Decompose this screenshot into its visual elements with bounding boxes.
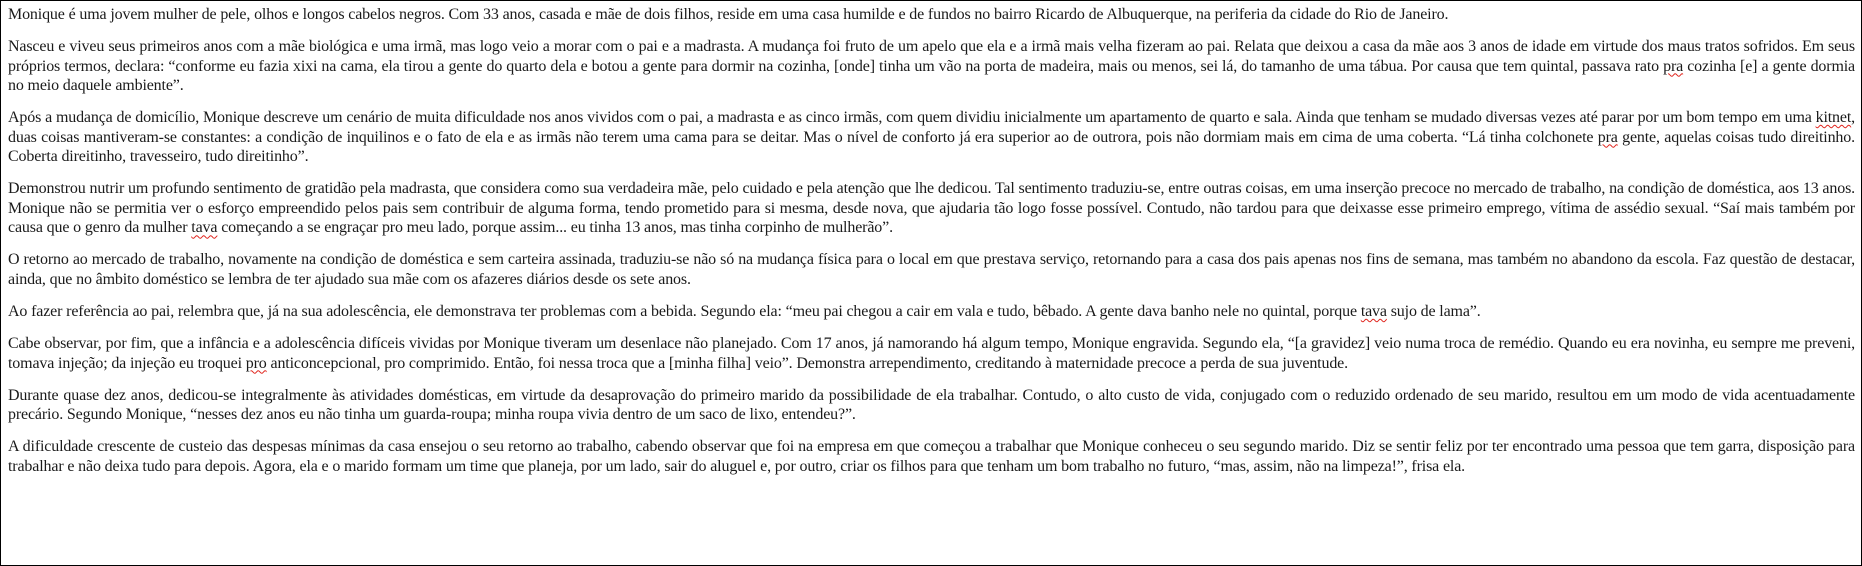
text-run: Cabe observar, por fim, que a infância e a adolescência difíceis vividas por Monique tiveram um desenlace não planejado. Com 17 anos, já namorando há algum tempo, Monique engravida. Segundo ela, “[a gravidez] veio numa troca de remédio. Quando eu era novinha, eu sempre me preveni, tomava injeção; da injeção eu troquei (8, 335, 1855, 372)
text-run: cozinha [e] a gente dormia no meio daquele ambiente”. (8, 57, 1856, 95)
text-run: começando a se engraçar pro meu lado, porque assim... eu tinha 13 anos, mas tinha corpinho de mulherão”. (217, 219, 893, 237)
misspelled-word[interactable]: tava (191, 219, 218, 237)
misspelled-word[interactable]: pra (1663, 57, 1684, 75)
paragraph-9 (8, 437, 1855, 476)
paragraph-2 (8, 37, 1855, 96)
paragraph-8 (8, 386, 1855, 425)
paragraph-5 (8, 250, 1855, 289)
misspelled-word[interactable]: pra (1597, 128, 1618, 146)
paragraph-1 (8, 5, 1855, 25)
text-run: O retorno ao mercado de trabalho, novamente na condição de doméstica e sem carteira assinada, traduziu-se não só na mudança física para o local em que prestava serviço, retornando para a casa dos pais apenas nos fins de semana, mas também no abandono da escola. Faz questão de destacar, ainda, que no âmbito doméstico se lembra de ter ajudado sua mãe com os afazeres diários desde os sete anos. (8, 251, 1855, 288)
misspelled-word[interactable]: tava (1360, 302, 1387, 320)
text-run: Monique é uma jovem mulher de pele, olhos e longos cabelos negros. Com 33 anos, casada e mãe de dois filhos, reside em uma casa humilde e de fundos no bairro Ricardo de Albuquerque, na periferia da cidade do Rio de Janeiro. (8, 6, 1449, 23)
paragraph-4 (8, 179, 1855, 238)
text-run: sujo de lama”. (1386, 302, 1481, 320)
text-run: Ao fazer referência ao pai, relembra que, já na sua adolescência, ele demonstrava ter problemas com a bebida. Segundo ela: “meu pai chegou a cair em vala e tudo, bêbado. A gente dava banho nele no quintal, porque (8, 302, 1361, 320)
document-body[interactable] (8, 5, 1855, 476)
paragraph-6 (8, 302, 1855, 322)
text-run: , duas coisas mantiveram-se constantes: a condição de inquilinos e o fato de ela e as irmãs não terem uma cama para se deitar. Mas o nível de conforto já era superior ao de outrora, pois não dormiam mais em cima de uma coberta. “Lá tinha colchonete (8, 109, 1855, 146)
misspelled-word[interactable]: pro (245, 354, 267, 372)
text-run: Demonstrou nutrir um profundo sentimento de gratidão pela madrasta, que considera como sua verdadeira mãe, pelo cuidado e pela atenção que lhe dedicou. Tal sentimento traduziu-se, entre outras coisas, em uma inserção precoce no mercado de trabalho, na condição de doméstica, aos 13 anos. Monique não se permitia ver o esforço empreendido pelos pais sem contribuir de alguma forma, tendo prometido para si mesma, desde nova, que ajudaria tão logo fosse possível. Contudo, não tardou para que deixasse esse primeiro emprego, vítima de assédio sexual. “Saí mais também por causa que o genro da mulher (8, 180, 1855, 237)
paragraph-3 (8, 108, 1855, 167)
paragraph-7 (8, 334, 1855, 373)
text-run: Após a mudança de domicílio, Monique descreve um cenário de muita dificuldade nos anos vividos com o pai, a madrasta e as cinco irmãs, com quem dividiu inicialmente um apartamento de quarto e sala. Ainda que tenham se mudado diversas vezes até parar por um bom tempo em uma (8, 109, 1816, 127)
text-run: Nasceu e viveu seus primeiros anos com a mãe biológica e uma irmã, mas logo veio a morar com o pai e a madrasta. A mudança foi fruto de um apelo que ela e a irmã mais velha fizeram ao pai. Relata que deixou a casa da mãe aos 3 anos de idade em virtude dos maus tratos sofridos. Em seus próprios termos, declara: “conforme eu fazia xixi na cama, ela tirou a gente do quarto dela e botou a gente para dormir na cozinha, [onde] tinha um vão na porta de madeira, mais ou menos, sei lá, do tamanho de uma tábua. Por causa que tem quintal, passava rato (8, 38, 1855, 75)
text-run: anticoncepcional, pro comprimido. Então, foi nessa troca que a [minha filha] veio”. Demonstra arrependimento, creditando à maternidade precoce a perda de sua juventude. (266, 354, 1348, 372)
text-run: gente, aquelas coisas tudo direitinho. Coberta direitinho, travesseiro, tudo direitinho”. (8, 128, 1855, 166)
misspelled-word[interactable]: kitnet (1815, 109, 1852, 127)
text-run: Durante quase dez anos, dedicou-se integralmente às atividades domésticas, em virtude da desaprovação do primeiro marido da possibilidade de ela trabalhar. Contudo, o alto custo de vida, conjugado com o reduzido ordenado de seu marido, resultou em um modo de vida acentuadamente precário. Segundo Monique, “nesses dez anos eu não tinha um guarda-roupa; minha roupa vivia dentro de um saco de lixo, entendeu?”. (8, 386, 1855, 424)
text-run: A dificuldade crescente de custeio das despesas mínimas da casa ensejou o seu retorno ao trabalho, cabendo observar que foi na empresa em que começou a trabalhar que Monique conheceu o seu segundo marido. Diz se sentir feliz por ter encontrado uma pessoa que tem garra, disposição para trabalhar e não deixa tudo para depois. Agora, ela e o marido formam um time que planeja, por um lado, sair do aluguel e, por outro, criar os filhos para que tenham um bom trabalho no futuro, “mas, assim, não na limpeza!”, frisa ela. (8, 438, 1855, 475)
